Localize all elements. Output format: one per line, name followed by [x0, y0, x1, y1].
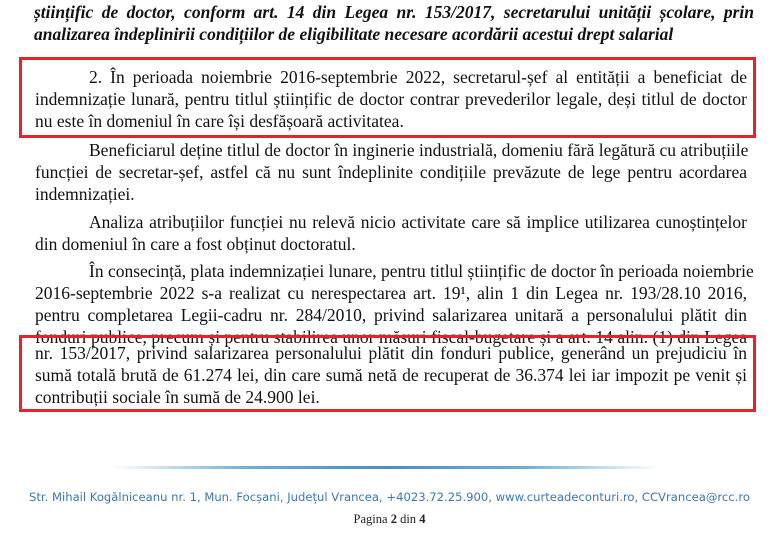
page-number [0, 512, 779, 527]
paragraph-5-line-5: nr. 153/2017, privind salarizarea personalului plătit din fonduri publice, generând un prejudiciu în [35, 343, 747, 363]
paragraph-4-line-1: Analiza atribuțiilor funcției nu relevă nicio activitate care să implice utilizarea cunoștințelor [89, 212, 747, 232]
page-sep: din [400, 512, 417, 526]
page-total: 4 [419, 512, 426, 526]
paragraph-2-line-1: 2. În perioada noiembrie 2016-septembrie 2022, secretarul-șef al entității a beneficiat de [89, 67, 747, 87]
paragraph-2-line-3: nu este în domeniul în care își desfășoară activitatea. [35, 111, 404, 131]
intro-line-1: științific de doctor, conform art. 14 din Legea nr. 153/2017, secretarului unității școlare, prin [34, 2, 754, 22]
paragraph-5-line-6: sumă totală brută de 61.274 lei, din care sumă netă de recuperat de 36.374 lei iar impozit pe venit și [35, 365, 747, 385]
footer-address: Str. Mihail Kogălniceanu nr. 1, Mun. Focșani, Județul Vrancea, +4023.72.25.900, www.curteadeconturi.ro, CCVrancea@rcc.ro [29, 490, 750, 504]
paragraph-3-line-1: Beneficiarul deține titlul de doctor în inginerie industrială, domeniu fără legătură cu atribuțiile [89, 140, 749, 160]
paragraph-3-line-3: indemnizației. [35, 184, 135, 204]
paragraph-5-line-4: fonduri publice, precum și pentru stabilirea unor măsuri fiscal-bugetare și a art. 14 alin. (1) din Legea [35, 327, 747, 347]
page-current: 2 [390, 512, 397, 526]
paragraph-5-line-3: pentru completarea Legii-cadru nr. 284/2010, privind salarizarea unitară a personalului plătit din [35, 305, 747, 325]
paragraph-2-line-2: indemnizație lunară, pentru titlul științific de doctor contrar prevederilor legale, deși titlul de doctor [35, 89, 747, 109]
paragraph-4-line-2: din domeniul în care a fost obținut doctoratul. [35, 234, 356, 254]
page-label: Pagina [353, 512, 388, 526]
intro-line-2: analizarea îndeplinirii condițiilor de eligibilitate necesare acordării acestui drept salarial [34, 24, 674, 44]
paragraph-5-line-1: În consecință, plata indemnizației lunare, pentru titlul științific de doctor în perioada noiembrie [89, 261, 754, 281]
paragraph-5-line-7: contribuții sociale în sumă de 24.900 lei. [35, 387, 320, 407]
paragraph-5-line-2: 2016-septembrie 2022 s-a realizat cu nerespectarea art. 19¹, alin 1 din Legea nr. 193/28.10 2016, [35, 283, 747, 303]
footer-divider [112, 466, 660, 469]
paragraph-3-line-2: funcției de secretar-șef, astfel că nu sunt îndeplinite condițiile prevăzute de lege pentru acordarea [35, 162, 747, 182]
